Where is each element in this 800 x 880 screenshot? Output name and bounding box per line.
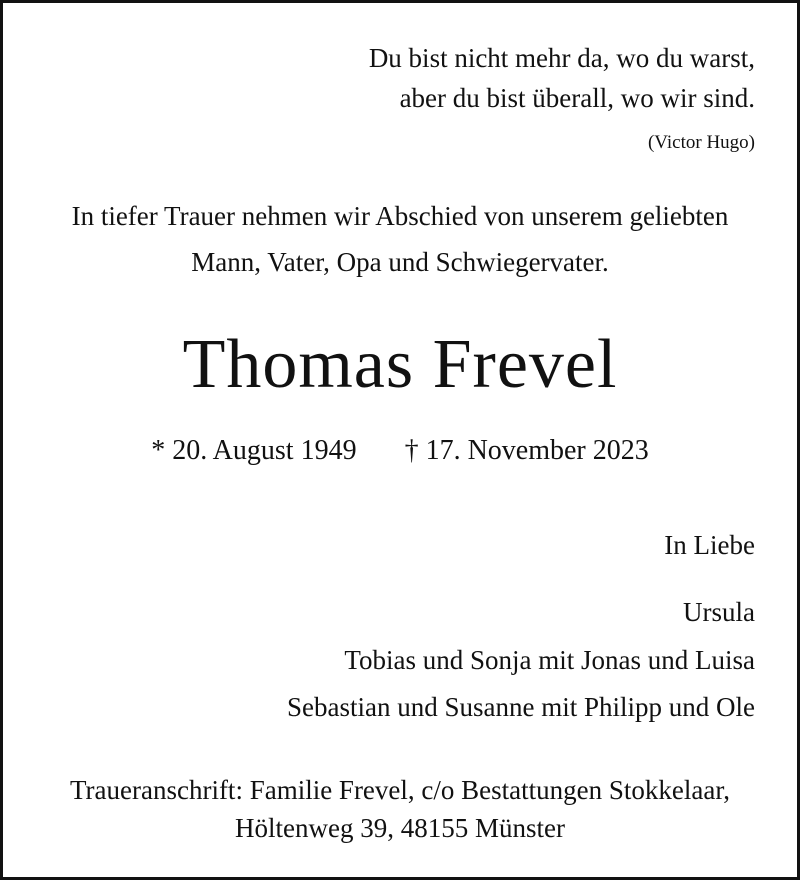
quote-line-2: aber du bist überall, wo wir sind. bbox=[399, 83, 755, 113]
intro-line-2: Mann, Vater, Opa und Schwiegervater. bbox=[191, 247, 609, 277]
closing: In Liebe bbox=[664, 530, 755, 560]
birth-date: * 20. August 1949 bbox=[151, 435, 357, 466]
mourner-1: Ursula bbox=[683, 597, 755, 627]
deceased-name: Thomas Frevel bbox=[182, 326, 618, 403]
mourner-3: Sebastian und Susanne mit Philipp und Ole bbox=[287, 692, 755, 722]
address-line-2: Höltenweg 39, 48155 Münster bbox=[235, 813, 565, 843]
quote-author: (Victor Hugo) bbox=[647, 132, 755, 153]
mourner-2: Tobias und Sonja mit Jonas und Luisa bbox=[344, 645, 755, 675]
life-dates bbox=[3, 435, 797, 467]
address-line-1: Traueranschrift: Familie Frevel, c/o Bestattungen Stokkelaar, bbox=[69, 775, 730, 805]
quote-line-1: Du bist nicht mehr da, wo du warst, bbox=[368, 43, 755, 73]
death-date: † 17. November 2023 bbox=[404, 435, 649, 466]
intro-line-1: In tiefer Trauer nehmen wir Abschied von unserem geliebten bbox=[71, 201, 729, 231]
